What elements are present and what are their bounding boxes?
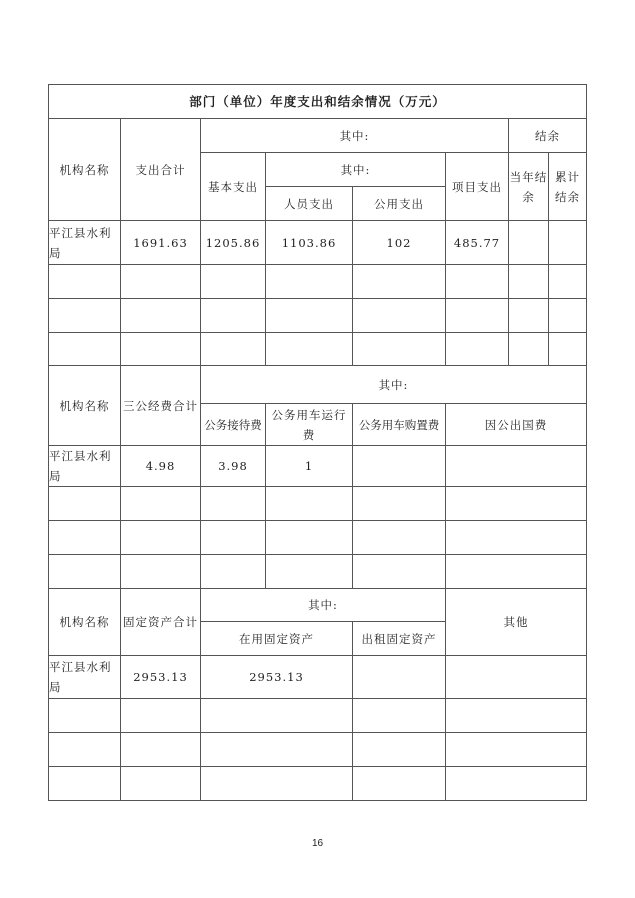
expenditure-balance-table xyxy=(48,84,587,801)
cell-total: 1691.63 xyxy=(121,221,201,265)
table-row xyxy=(49,733,587,767)
header-basic: 基本支出 xyxy=(201,153,266,221)
header-cumulative-balance: 累计结余 xyxy=(549,153,587,221)
cell-empty xyxy=(509,221,549,265)
header-personnel: 人员支出 xyxy=(266,187,353,221)
header-balance: 结余 xyxy=(509,119,587,153)
header-abroad: 因公出国费 xyxy=(446,404,587,446)
header-org: 机构名称 xyxy=(49,119,121,221)
table-row xyxy=(49,446,587,487)
header-current-balance: 当年结余 xyxy=(509,153,549,221)
header-of: 其中: xyxy=(201,589,446,622)
cell-org: 平江县水利局 xyxy=(49,221,121,265)
header-rented: 出租固定资产 xyxy=(353,622,446,656)
cell-project: 485.77 xyxy=(446,221,509,265)
header-other: 其他 xyxy=(446,589,587,656)
header-of: 其中: xyxy=(201,366,587,404)
table-row xyxy=(49,699,587,733)
page-number: 16 xyxy=(311,838,324,849)
header-of2: 其中: xyxy=(266,153,446,187)
table-row xyxy=(49,521,587,555)
table-row xyxy=(49,767,587,801)
table-row xyxy=(49,487,587,521)
table-row xyxy=(49,656,587,699)
cell-car-running: 1 xyxy=(266,446,353,487)
header-org: 机构名称 xyxy=(49,589,121,656)
header-of: 其中: xyxy=(201,119,509,153)
cell-total: 4.98 xyxy=(121,446,201,487)
cell-org: 平江县水利局 xyxy=(49,656,121,699)
header-project: 项目支出 xyxy=(446,153,509,221)
header-three-public-total: 三公经费合计 xyxy=(121,366,201,446)
header-reception: 公务接待费 xyxy=(201,404,266,446)
cell-public: 102 xyxy=(353,221,446,265)
cell-basic: 1205.86 xyxy=(201,221,266,265)
header-in-use: 在用固定资产 xyxy=(201,622,353,656)
cell-empty xyxy=(549,221,587,265)
table-row xyxy=(49,299,587,333)
cell-personnel: 1103.86 xyxy=(266,221,353,265)
header-org: 机构名称 xyxy=(49,366,121,446)
table-title: 部门（单位）年度支出和结余情况（万元） xyxy=(49,85,587,119)
cell-org: 平江县水利局 xyxy=(49,446,121,487)
header-car-purchase: 公务用车购置费 xyxy=(353,404,446,446)
cell-total: 2953.13 xyxy=(121,656,201,699)
header-public: 公用支出 xyxy=(353,187,446,221)
header-fixed-assets-total: 固定资产合计 xyxy=(121,589,201,656)
header-total: 支出合计 xyxy=(121,119,201,221)
table-row xyxy=(49,555,587,589)
cell-in-use: 2953.13 xyxy=(201,656,353,699)
table-row xyxy=(49,221,587,265)
table-row xyxy=(49,333,587,366)
cell-reception: 3.98 xyxy=(201,446,266,487)
table-row xyxy=(49,265,587,299)
header-car-running: 公务用车运行费 xyxy=(266,404,353,446)
